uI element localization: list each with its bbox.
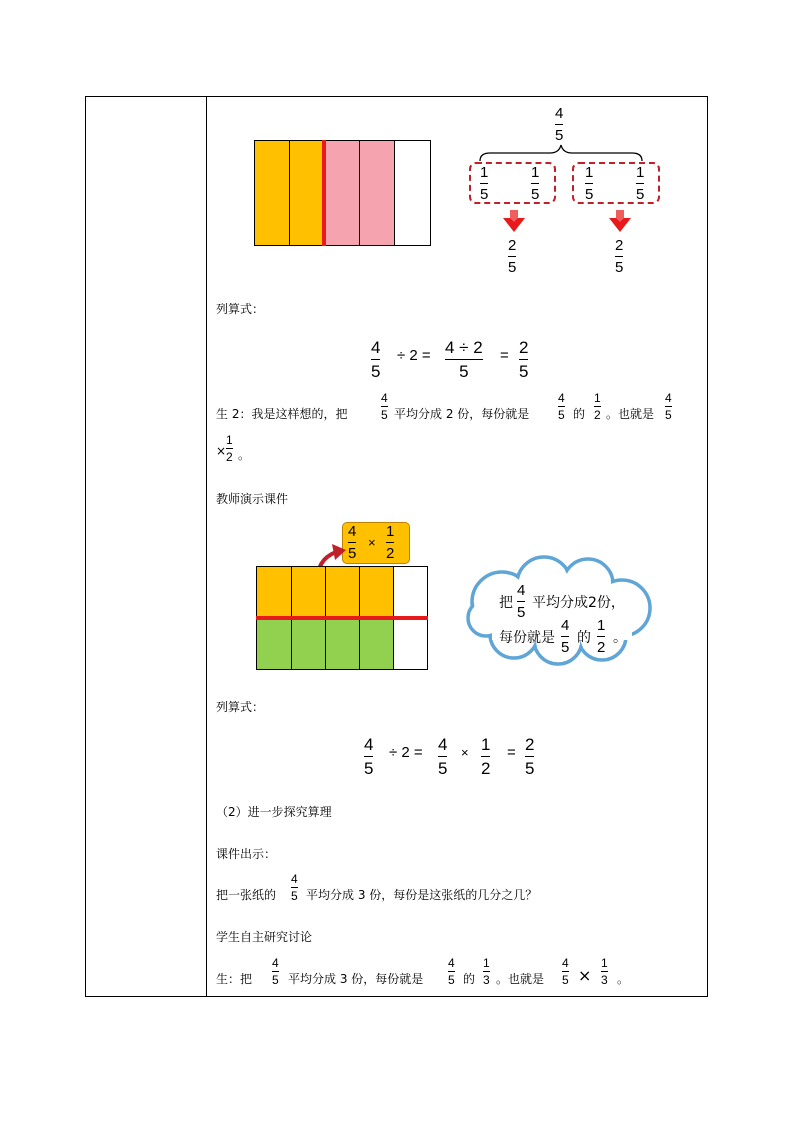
- result-fraction: 2 5: [508, 237, 517, 276]
- label-fraction: 4 5: [348, 523, 357, 562]
- red-divider-line: [322, 140, 326, 246]
- unit-fraction: 1 5: [531, 164, 540, 203]
- courseware-label: 课件出示：: [216, 847, 277, 861]
- formula-label: 列算式：: [216, 700, 265, 714]
- down-arrow-icon: [503, 210, 525, 232]
- curly-brace: [478, 144, 644, 162]
- result-fraction: 2 5: [615, 237, 624, 276]
- top-fraction: 4 5: [555, 105, 564, 144]
- unit-fraction: 1 5: [585, 164, 594, 203]
- teacher-demo-label: 教师演示课件: [216, 492, 289, 506]
- red-divider-line: [256, 616, 428, 620]
- discussion-label: 学生自主研究讨论: [216, 930, 313, 944]
- times-sign: ×: [368, 535, 376, 550]
- section-heading: （2）进一步探究算理: [216, 805, 332, 819]
- unit-fraction: 1 5: [480, 164, 489, 203]
- formula-label: 列算式：: [216, 302, 265, 316]
- down-arrow-icon: [609, 210, 631, 232]
- label-fraction: 1 2: [386, 523, 395, 562]
- unit-fraction: 1 5: [636, 164, 645, 203]
- table-column-divider: [206, 96, 207, 997]
